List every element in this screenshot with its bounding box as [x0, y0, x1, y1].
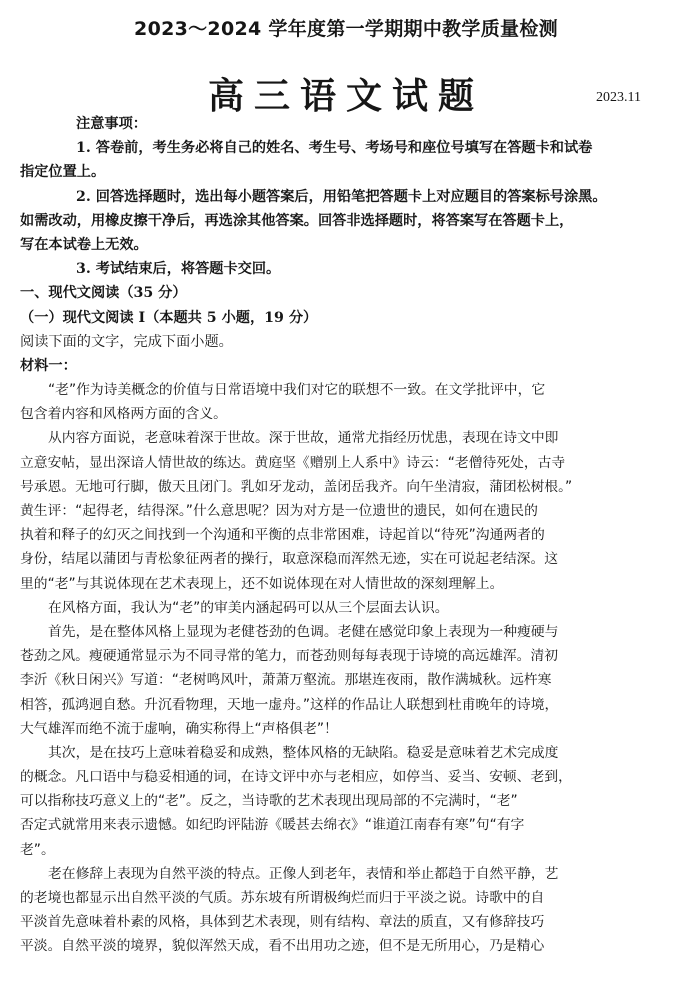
passage-line: 大气雄浑而绝不流于虚响，确实称得上“声格俱老”！ [20, 720, 338, 737]
passage-line: 苍劲之风。瘦硬通常显示为不同寻常的笔力，而苍劲则每每表现于诗境的高远雄浑。清初 [20, 648, 559, 665]
passage-line: 相答，孤鸿迥自愁。升沉看物理，天地一虚舟。”这样的作品让人联想到杜甫晚年的诗境， [20, 696, 559, 713]
passage-line: 老”。 [20, 841, 55, 858]
passage-line: 李沂《秋日闲兴》写道：“老树鸣风叶，萧萧万壑流。那堪连夜雨，散作满城秋。远杵寒 [20, 672, 552, 689]
passage-line: 号承恩。无地可行脚，傲天且闭门。乳如牙龙动，盖闭岳我齐。向午坐清寂，蒲团松树根。” [20, 478, 573, 495]
passage-line: 平淡。自然平淡的境界，貌似浑然天成，看不出用功之迹，但不是无所用心，乃是精心 [20, 938, 545, 955]
passage-line: 可以指称技巧意义上的“老”。反之，当诗歌的艺术表现出现局部的不完满时，“老” [20, 793, 518, 810]
passage-line: 老在修辞上表现为自然平淡的特点。正像人到老年，表情和举止都趋于自然平静，艺 [48, 865, 559, 882]
notice-heading: 注意事项： [76, 116, 147, 132]
passage-line: 立意安帖，显出深谙人情世故的练达。黄庭坚《赠别上人系中》诗云：“老僧待死处，古寺 [20, 454, 566, 471]
notice-item-2-line-3: 写在本试卷上无效。 [20, 236, 148, 253]
notice-item-2-line-1: 2. 回答选择题时，选出每小题答案后，用铅笔把答题卡上对应题目的答案标号涂黑。 [76, 188, 607, 205]
passage-line: “老”作为诗美概念的价值与日常语境中我们对它的联想不一致。在文学批评中，它 [48, 382, 546, 399]
passage-line: 否定式就常用来表示遗憾。如纪昀评陆游《暖甚去绵衣》“谁道江南春有寒”句“有字 [20, 817, 525, 834]
notice-item-3-line-1: 3. 考试结束后，将答题卡交回。 [76, 261, 281, 278]
reading-passage [20, 378, 676, 959]
reading-instruction: 阅读下面的文字，完成下面小题。 [20, 333, 233, 350]
notice-item-1-line-1: 1. 答卷前，考生务必将自己的姓名、考生号、考场号和座位号填写在答题卡和试卷 [76, 140, 593, 157]
passage-line: 其次，是在技巧上意味着稳妥和成熟，整体风格的无缺陷。稳妥是意味着艺术完成度 [48, 744, 559, 761]
sub-section-title: （一）现代文阅读 I（本题共 5 小题，19 分） [20, 309, 318, 326]
exam-body [20, 112, 676, 959]
passage-line: 包含着内容和风格两方面的含义。 [20, 406, 227, 423]
passage-line: 首先，是在整体风格上显现为老健苍劲的色调。老健在感觉印象上表现为一种瘦硬与 [48, 623, 559, 640]
material-label: 材料一： [20, 357, 77, 374]
passage-line: 平淡首先意味着朴素的风格，具体到艺术表现，则有结构、章法的质直，又有修辞技巧 [20, 914, 545, 931]
exam-title: 2023～2024 学年度第一学期期中教学质量检测 [134, 18, 558, 40]
subject-title: 高三语文试题 [207, 75, 484, 117]
exam-date: 2023.11 [596, 90, 641, 105]
passage-line: 的概念。凡口语中与稳妥相通的词，在诗文评中亦与老相应，如停当、妥当、安顿、老到， [20, 769, 572, 786]
passage-line: 执着和释子的幻灭之间找到一个沟通和平衡的点非常困难，诗起首以“待死”沟通两者的 [20, 527, 545, 544]
notice-item-1-line-2: 指定位置上。 [20, 164, 106, 181]
passage-line: 黄生评：“起得老，结得深。”什么意思呢？因为对方是一位遗世的遗民，如何在遗民的 [20, 503, 538, 519]
passage-line: 在风格方面，我认为“老”的审美内涵起码可以从三个层面去认识。 [48, 599, 449, 616]
notice-item-2-line-2: 如需改动，用橡皮擦干净后，再选涂其他答案。回答非选择题时，将答案写在答题卡上， [20, 212, 574, 229]
passage-line: 的老境也都显示出自然平淡的气质。苏东坡有所谓极绚烂而归于平淡之说。诗歌中的自 [20, 890, 545, 906]
part-title: 一、现代文阅读（35 分） [20, 285, 187, 302]
passage-line: 里的“老”与其说体现在艺术表现上，还不如说体现在对人情世故的深刻理解上。 [20, 575, 504, 592]
passage-line: 身份，结尾以蒲团与青松象征两者的操行，取意深稳而浑然无迹，实在可说起老结深。这 [20, 551, 559, 568]
passage-line: 从内容方面说，老意味着深于世故。深于世故，通常尤指经历忧患，表现在诗文中即 [48, 430, 559, 447]
